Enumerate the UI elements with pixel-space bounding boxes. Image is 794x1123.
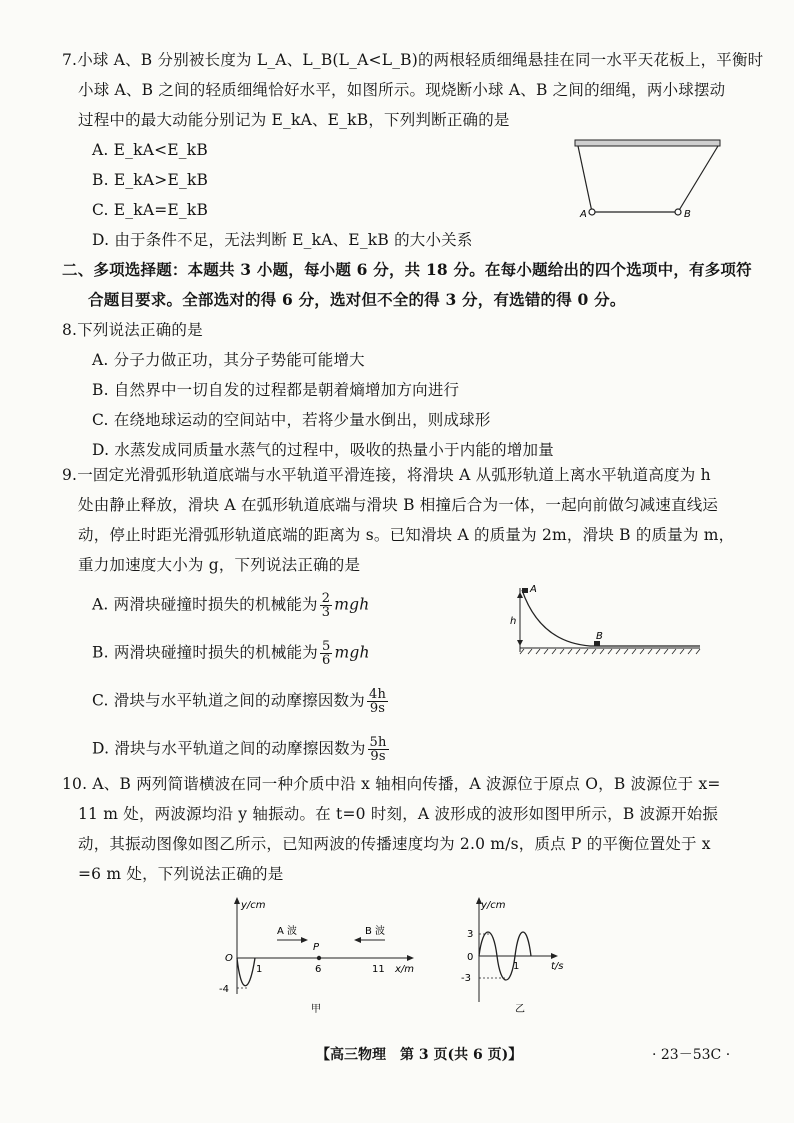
q7-fig-label-b: B — [684, 209, 691, 220]
q10-yi-tick-neg3: -3 — [461, 973, 471, 984]
q7-figure-pendulums — [570, 136, 730, 226]
q9-figure-track — [510, 582, 710, 662]
q10-jia-tick-11: 11 — [372, 964, 385, 975]
q10-jia-wave-b: B 波 — [365, 926, 386, 937]
q7-option-b: B. E_kA>E_kB — [92, 171, 209, 189]
q9-stem-line2: 处由静止释放，滑块 A 在弧形轨道底端与滑块 B 相撞后合为一体，一起向前做匀减速直线运 — [78, 496, 719, 514]
q9-option-a: A. 两滑块碰撞时损失的机械能为 $\frac{2}{3}$ mgh — [92, 591, 370, 620]
q8-option-c: C. 在绕地球运动的空间站中，若将少量水倒出，则成球形 — [92, 411, 491, 429]
q9-fig-label-h: h — [510, 616, 517, 627]
q10-jia-tick-neg4: -4 — [219, 984, 229, 995]
q9-option-b: B. 两滑块碰撞时损失的机械能为 $\frac{5}{6}$ mgh — [92, 639, 370, 668]
q10-jia-tick-1: 1 — [256, 964, 263, 975]
q10-stem-line2: 11 m 处，两波源均沿 y 轴振动。在 t=0 时刻，A 波形成的波形如图甲所示，B 波源开始振 — [78, 805, 719, 823]
q10-figure-yi — [455, 894, 575, 1016]
q9-option-c: C. 滑块与水平轨道之间的动摩擦因数为 $\frac{4h}{9s}$ — [92, 687, 387, 716]
q7-option-d: D. 由于条件不足，无法判断 E_kA、E_kB 的大小关系 — [92, 231, 473, 249]
q10-figure-jia — [215, 894, 425, 1016]
q8-option-b: B. 自然界中一切自发的过程都是朝着熵增加方向进行 — [92, 381, 460, 399]
q9-fig-label-b: B — [596, 631, 603, 642]
q10-jia-origin: O — [225, 953, 233, 964]
q10-yi-caption: 乙 — [515, 1004, 525, 1015]
q10-yi-tick-0: 0 — [467, 952, 474, 963]
q7-stem-line2: 小球 A、B 之间的轻质细绳恰好水平，如图所示。现烧断小球 A、B 之间的细绳，两小球摆动 — [78, 81, 726, 99]
q7-option-c: C. E_kA=E_kB — [92, 201, 209, 219]
q10-stem-line3: 动，其振动图像如图乙所示，已知两波的传播速度均为 2.0 m/s，质点 P 的平衡位置处于 x — [78, 835, 711, 853]
q10-stem-line1: 10. A、B 两列简谐横波在同一种介质中沿 x 轴相向传播，A 波源位于原点 O，B 波源位于 x= — [62, 775, 721, 793]
q9-option-d: D. 滑块与水平轨道之间的动摩擦因数为 $\frac{5h}{9s}$ — [92, 735, 387, 764]
q10-jia-wave-a: A 波 — [277, 926, 298, 937]
q10-jia-xlabel: x/m — [395, 964, 415, 975]
q10-stem-line4: =6 m 处，下列说法正确的是 — [78, 865, 284, 883]
q7-stem-line3: 过程中的最大动能分别记为 E_kA、E_kB，下列判断正确的是 — [78, 111, 510, 129]
section2-heading-line1: 二、多项选择题：本题共 3 小题，每小题 6 分，共 18 分。在每小题给出的四个选项中，有多项符 — [62, 260, 752, 279]
q10-jia-tick-6: 6 — [315, 964, 322, 975]
q8-option-a: A. 分子力做正功，其分子势能可能增大 — [92, 351, 365, 369]
q10-jia-caption: 甲 — [311, 1004, 321, 1015]
q10-yi-xlabel: t/s — [551, 961, 564, 972]
q7-stem-line1: 7.小球 A、B 分别被长度为 L_A、L_B(L_A<L_B)的两根轻质细绳悬挂在同一水平天花板上，平衡时 — [62, 51, 764, 69]
footer-code: · 23－53C · — [652, 1047, 731, 1063]
q7-option-a: A. E_kA<E_kB — [92, 141, 208, 159]
q9-fig-label-a: A — [530, 584, 537, 595]
q10-yi-ylabel: y/cm — [481, 900, 506, 911]
q8-stem: 8.下列说法正确的是 — [62, 321, 203, 339]
q10-jia-point-p: P — [313, 942, 320, 953]
q10-yi-tick-1: 1 — [513, 961, 520, 972]
q10-yi-tick-3: 3 — [467, 929, 474, 940]
q10-jia-ylabel: y/cm — [241, 900, 266, 911]
q9-stem-line4: 重力加速度大小为 g，下列说法正确的是 — [78, 556, 361, 574]
q9-stem-line1: 9.一固定光滑弧形轨道底端与水平轨道平滑连接，将滑块 A 从弧形轨道上离水平轨道高度为 h — [62, 466, 711, 484]
q9-stem-line3: 动，停止时距光滑弧形轨道底端的距离为 s。已知滑块 A 的质量为 2m，滑块 B 的质量为 m， — [78, 526, 735, 544]
footer-page-info: 【高三物理 第 3 页(共 6 页)】 — [316, 1047, 523, 1063]
q7-fig-label-a: A — [580, 209, 587, 220]
section2-heading-line2: 合题目要求。全部选对的得 6 分，选对但不全的得 3 分，有选错的得 0 分。 — [88, 290, 626, 309]
q8-option-d: D. 水蒸发成同质量水蒸气的过程中，吸收的热量小于内能的增加量 — [92, 441, 554, 459]
